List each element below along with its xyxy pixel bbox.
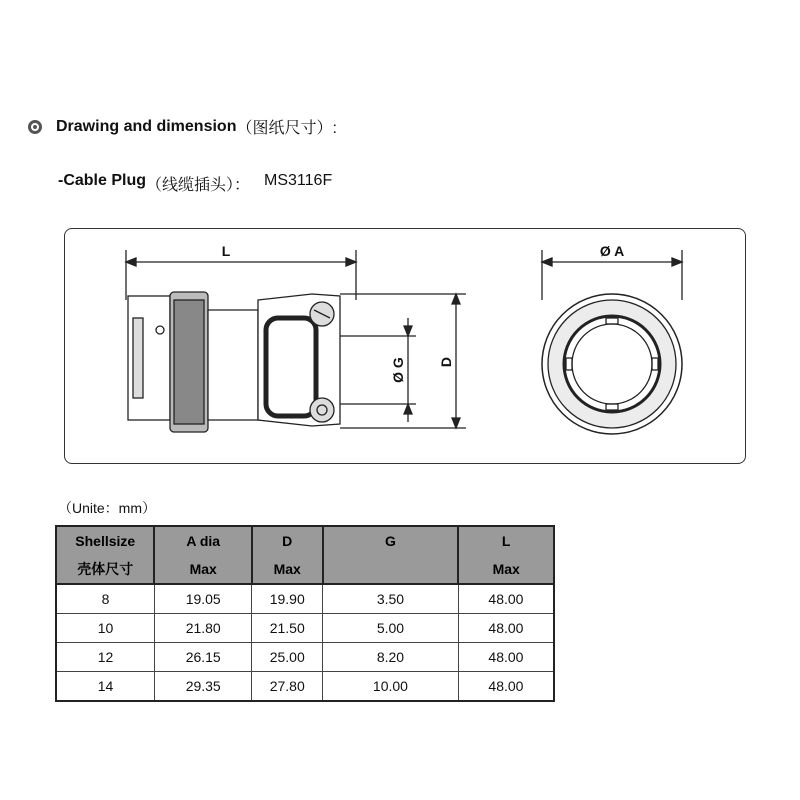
header-line: G <box>385 533 396 549</box>
section-title-cn: （图纸尺寸）: <box>236 120 337 137</box>
table-row <box>56 614 554 643</box>
header-line: Max <box>273 561 301 577</box>
header-line: D <box>282 533 293 549</box>
table-cell: 29.35 <box>154 672 251 702</box>
table-cell: 21.80 <box>154 614 251 643</box>
table-cell: 21.50 <box>252 614 323 643</box>
table-cell: 19.05 <box>154 584 251 614</box>
table-cell: 12 <box>56 643 154 672</box>
header-shellsize <box>56 526 154 584</box>
table-cell: 8 <box>56 584 154 614</box>
table-cell: 5.00 <box>323 614 459 643</box>
table-cell: 3.50 <box>323 584 459 614</box>
table-cell: 8.20 <box>323 643 459 672</box>
table-cell: 48.00 <box>458 584 554 614</box>
product-type-label-cn: （线缆插头）： <box>146 177 251 194</box>
header-line: Max <box>189 561 217 577</box>
dimension-label-g: Ø G <box>390 357 406 383</box>
table-cell: 27.80 <box>252 672 323 702</box>
header-l <box>458 526 554 584</box>
table-cell: 26.15 <box>154 643 251 672</box>
table-row <box>56 584 554 614</box>
table-cell: 10.00 <box>323 672 459 702</box>
table-cell: 14 <box>56 672 154 702</box>
dimension-label-d: D <box>438 356 454 368</box>
table-cell: 19.90 <box>252 584 323 614</box>
header-line: Max <box>492 561 520 577</box>
table-cell: 48.00 <box>458 672 554 702</box>
dimension-label-a: Ø A <box>599 243 625 259</box>
table-cell: 10 <box>56 614 154 643</box>
units-note: （Unite：mm） <box>58 500 157 516</box>
section-title: Drawing and dimension <box>56 117 237 135</box>
header-line: A dia <box>186 533 221 549</box>
product-model: MS3116F <box>264 172 333 189</box>
table-cell: 48.00 <box>458 614 554 643</box>
header-d <box>252 526 323 584</box>
header-line: Shellsize <box>75 533 136 549</box>
table-row <box>56 672 554 702</box>
table-row <box>56 643 554 672</box>
table-cell: 48.00 <box>458 643 554 672</box>
table-cell: 25.00 <box>252 643 323 672</box>
table-header-row <box>56 526 554 584</box>
dimension-table <box>55 525 555 702</box>
product-type-label: -Cable Plug <box>58 172 147 189</box>
header-a-dia <box>154 526 251 584</box>
header-line: 壳体尺寸 <box>77 561 134 577</box>
header-g <box>323 526 459 584</box>
dimension-label-l: L <box>221 243 231 259</box>
header-line: L <box>501 533 511 549</box>
